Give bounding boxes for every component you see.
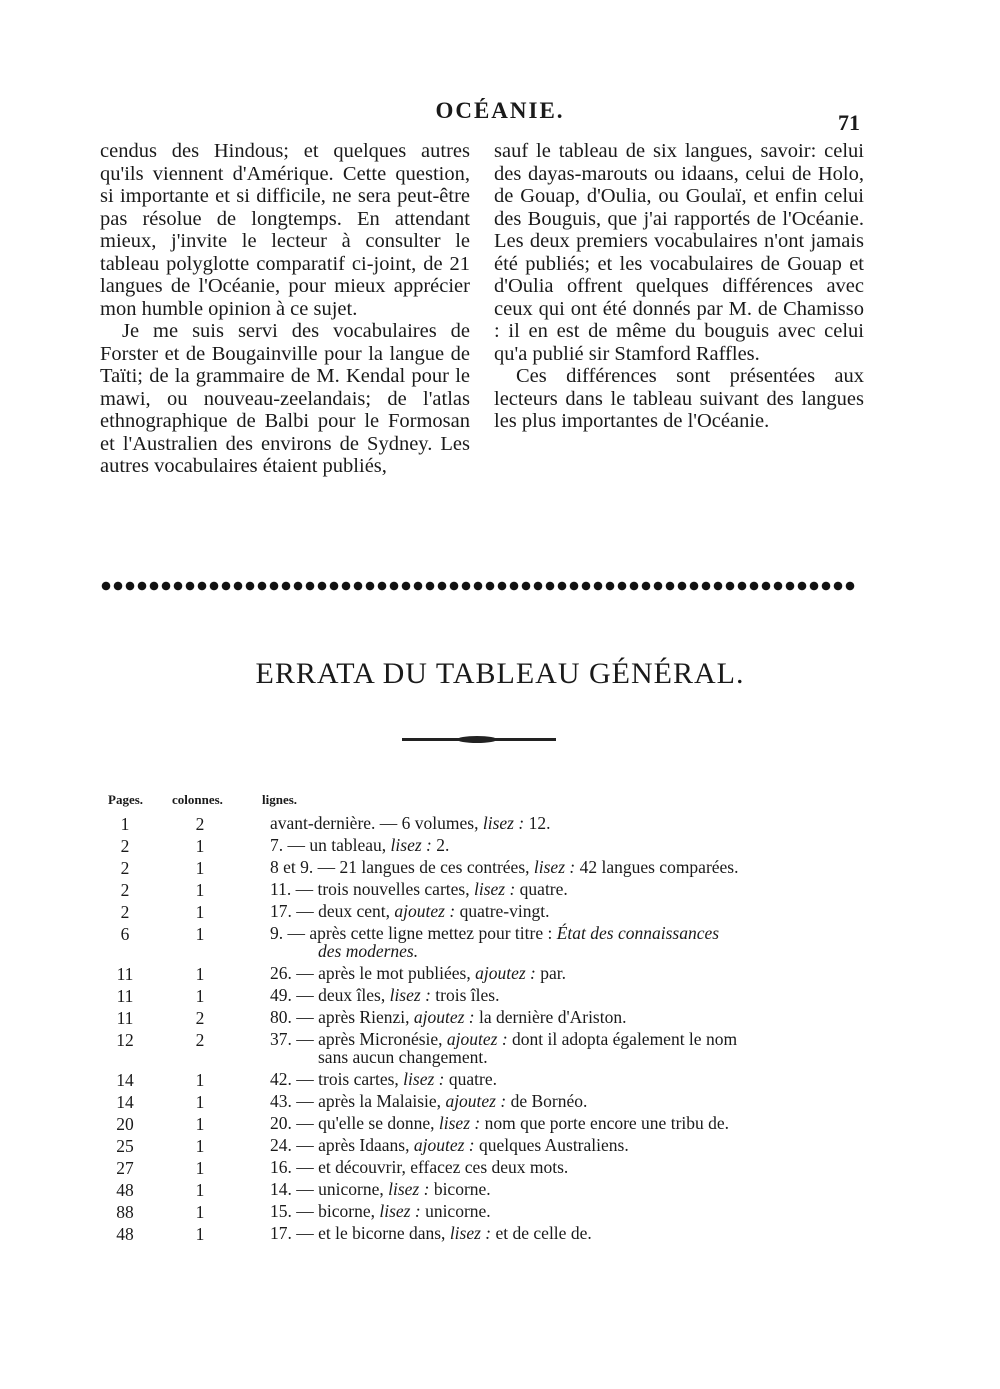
errata-correction xyxy=(270,1158,855,1176)
errata-column: 1 xyxy=(195,1202,205,1222)
errata-line: 15. xyxy=(270,1201,297,1221)
errata-replacement: État des connaissances xyxy=(556,923,720,943)
errata-row xyxy=(0,814,1000,836)
errata-column: 1 xyxy=(195,1224,205,1244)
errata-replacement: 42 langues comparées. xyxy=(579,857,739,877)
errata-column: 1 xyxy=(195,964,205,984)
errata-row xyxy=(0,836,1000,858)
errata-page: 88 xyxy=(116,1202,134,1222)
errata-original: — deux îles, xyxy=(296,985,390,1005)
errata-replacement: la dernière d'Ariston. xyxy=(479,1007,627,1027)
errata-line: 17. xyxy=(270,901,297,921)
errata-title: ERRATA DU TABLEAU GÉNÉRAL. xyxy=(255,657,745,690)
paragraph: cendus des Hindous; et quelques autres qu'ils viennent d'Amérique. Cette question, si importante et si difficile, ne sera peut-être pas résolue de longtemps. En attendant mieux, j'invite le lecteur à consulter le tableau polyglotte comparatif ci-joint, de 21 langues de l'Océanie, pour mieux apprécier mon humble opinion à ce sujet. xyxy=(100,140,470,320)
errata-row xyxy=(0,986,1000,1008)
errata-row xyxy=(0,1180,1000,1202)
errata-column: 2 xyxy=(195,1008,205,1028)
errata-correction xyxy=(270,814,855,832)
errata-page: 20 xyxy=(116,1114,134,1134)
errata-correction xyxy=(270,924,855,960)
errata-row xyxy=(0,1158,1000,1180)
errata-line: 7. xyxy=(270,835,288,855)
errata-column: 1 xyxy=(195,1136,205,1156)
errata-line: 42. xyxy=(270,1069,297,1089)
errata-line: avant-dernière. xyxy=(270,813,380,833)
paragraph: sauf le tableau de six langues, savoir: celui des dayas-marouts ou idaans, celui de Holo, de Gouap, d'Oulia, ou Goulaï, et enfin celui des Bouguis, que j'ai rapportés de l'Océanie. Les deux premiers vocabulaires n'ont jamais été publiés; et les vocabulaires de Gouap et d'Oulia offrent quelques différences avec ceux qui ont été donnés par M. de Chamisso : il en est de même du bouguis avec celui qu'a publié sir Stamford Raffles. xyxy=(494,140,864,365)
ornamental-divider xyxy=(100,580,855,592)
errata-replacement: de Bornéo. xyxy=(510,1091,588,1111)
errata-original: — et le bicorne dans, xyxy=(296,1223,450,1243)
errata-replacement: quelques Australiens. xyxy=(479,1135,629,1155)
errata-page: 2 xyxy=(120,902,130,922)
errata-correction xyxy=(270,1224,855,1242)
errata-line: 20. xyxy=(270,1113,297,1133)
errata-correction xyxy=(270,1092,855,1110)
errata-row xyxy=(0,1008,1000,1030)
errata-column: 1 xyxy=(195,902,205,922)
header-pages: Pages. xyxy=(108,792,144,807)
errata-original: — qu'elle se donne, xyxy=(296,1113,439,1133)
errata-instruction: ajoutez : xyxy=(413,1135,479,1155)
errata-line: 80. xyxy=(270,1007,297,1027)
errata-correction xyxy=(270,1136,855,1154)
errata-line: 14. xyxy=(270,1179,297,1199)
errata-replacement: par. xyxy=(540,963,567,983)
errata-row xyxy=(0,1224,1000,1246)
errata-column: 1 xyxy=(195,986,205,1006)
errata-row xyxy=(0,1030,1000,1070)
errata-line: 8 et 9. xyxy=(270,857,318,877)
errata-instruction: ajoutez : xyxy=(413,1007,479,1027)
paragraph: Ces différences sont présentées aux lecteurs dans le tableau suivant des langues les plus importantes de l'Océanie. xyxy=(494,365,864,432)
errata-page: 2 xyxy=(120,836,130,856)
errata-original: — 21 langues de ces contrées, xyxy=(317,857,534,877)
errata-correction xyxy=(270,1070,855,1088)
errata-replacement: quatre. xyxy=(519,879,568,899)
errata-replacement: trois îles. xyxy=(435,985,500,1005)
errata-page: 48 xyxy=(116,1180,134,1200)
errata-page: 14 xyxy=(116,1070,134,1090)
errata-line: 24. xyxy=(270,1135,297,1155)
errata-replacement: et de celle de. xyxy=(495,1223,592,1243)
errata-original: — trois nouvelles cartes, xyxy=(295,879,474,899)
errata-correction xyxy=(270,836,855,854)
errata-instruction: ajoutez : xyxy=(394,901,460,921)
left-column xyxy=(100,140,470,478)
errata-replacement: unicorne. xyxy=(425,1201,491,1221)
errata-column: 1 xyxy=(195,836,205,856)
errata-page: 27 xyxy=(116,1158,134,1178)
errata-column: 1 xyxy=(195,1070,205,1090)
errata-original: — après cette ligne mettez pour titre : xyxy=(287,923,557,943)
errata-line: 9. xyxy=(270,923,288,943)
errata-page: 2 xyxy=(120,858,130,878)
errata-original: — unicorne, xyxy=(296,1179,389,1199)
errata-original: — bicorne, xyxy=(296,1201,380,1221)
errata-page: 12 xyxy=(116,1030,134,1050)
errata-line: 49. xyxy=(270,985,297,1005)
errata-column: 1 xyxy=(195,880,205,900)
errata-correction xyxy=(270,858,855,876)
errata-column: 1 xyxy=(195,1158,205,1178)
right-column xyxy=(494,140,864,433)
errata-row xyxy=(0,1070,1000,1092)
errata-continuation: sans aucun changement. xyxy=(318,1047,488,1067)
errata-row xyxy=(0,924,1000,964)
errata-line: 16. xyxy=(270,1157,297,1177)
errata-instruction: lisez : xyxy=(390,835,437,855)
errata-row xyxy=(0,858,1000,880)
errata-row xyxy=(0,880,1000,902)
errata-replacement: bicorne. xyxy=(433,1179,491,1199)
paragraph: Je me suis servi des vocabulaires de Forster et de Bougainville pour la langue de Taïti; de la grammaire de M. Kendal pour le mawi, ou nouveau-zeelandais; de l'atlas ethnographique de Balbi pour le Formosan et l'Australien des environs de Sydney. Les autres vocabulaires étaient publiés, xyxy=(100,320,470,477)
errata-row xyxy=(0,1114,1000,1136)
errata-instruction: lisez : xyxy=(473,879,520,899)
errata-row xyxy=(0,964,1000,986)
errata-correction xyxy=(270,880,855,898)
errata-page: 14 xyxy=(116,1092,134,1112)
header-lignes: lignes. xyxy=(262,792,298,807)
errata-continuation: des modernes. xyxy=(318,941,419,961)
errata-replacement: dont il adopta également le nom xyxy=(512,1029,738,1049)
errata-column: 1 xyxy=(195,1114,205,1134)
errata-correction xyxy=(270,986,855,1004)
errata-line: 26. xyxy=(270,963,297,983)
errata-original: — deux cent, xyxy=(296,901,395,921)
errata-page: 6 xyxy=(120,924,130,944)
errata-line: 37. xyxy=(270,1029,297,1049)
errata-original: — après Idaans, xyxy=(296,1135,414,1155)
errata-column: 1 xyxy=(195,924,205,944)
errata-column: 2 xyxy=(195,1030,205,1050)
errata-original: — après Rienzi, xyxy=(296,1007,414,1027)
errata-instruction: lisez : xyxy=(388,1179,434,1199)
errata-correction xyxy=(270,1202,855,1220)
errata-instruction: lisez : xyxy=(449,1223,496,1243)
errata-original: — 6 volumes, xyxy=(379,813,483,833)
errata-table xyxy=(0,814,1000,1246)
errata-row xyxy=(0,902,1000,924)
errata-line: 17. xyxy=(270,1223,297,1243)
header-colonnes: colonnes. xyxy=(172,792,223,807)
errata-correction xyxy=(270,964,855,982)
errata-correction xyxy=(270,1114,855,1132)
errata-instruction: lisez : xyxy=(482,813,529,833)
errata-line: 43. xyxy=(270,1091,297,1111)
errata-row xyxy=(0,1202,1000,1224)
errata-replacement: quatre. xyxy=(448,1069,497,1089)
errata-instruction: lisez : xyxy=(533,857,580,877)
page-number: 71 xyxy=(838,110,860,135)
errata-page: 11 xyxy=(116,986,134,1006)
errata-column: 1 xyxy=(195,1092,205,1112)
errata-original: — après Micronésie, xyxy=(296,1029,447,1049)
errata-page: 25 xyxy=(116,1136,134,1156)
errata-page: 1 xyxy=(120,814,130,834)
errata-instruction: ajoutez : xyxy=(475,963,541,983)
errata-correction xyxy=(270,1008,855,1026)
errata-page: 2 xyxy=(120,880,130,900)
errata-column: 1 xyxy=(195,1180,205,1200)
errata-page: 11 xyxy=(116,964,134,984)
errata-page: 48 xyxy=(116,1224,134,1244)
errata-replacement: 12. xyxy=(528,813,551,833)
errata-original: — et découvrir, effacez ces deux mots. xyxy=(296,1157,569,1177)
running-head: OCÉANIE. xyxy=(435,98,565,123)
errata-row xyxy=(0,1136,1000,1158)
errata-original: — trois cartes, xyxy=(296,1069,404,1089)
errata-column: 2 xyxy=(195,814,205,834)
errata-instruction: ajoutez : xyxy=(446,1029,513,1049)
errata-original: — après la Malaisie, xyxy=(296,1091,446,1111)
errata-original: — après le mot publiées, xyxy=(296,963,476,983)
errata-correction xyxy=(270,1180,855,1198)
title-rule-ornament xyxy=(402,738,556,741)
errata-instruction: lisez : xyxy=(379,1201,426,1221)
errata-line: 11. xyxy=(270,879,296,899)
errata-correction xyxy=(270,902,855,920)
errata-replacement: quatre-vingt. xyxy=(459,901,550,921)
errata-instruction: lisez : xyxy=(403,1069,449,1089)
errata-instruction: lisez : xyxy=(389,985,436,1005)
errata-column: 1 xyxy=(195,858,205,878)
errata-instruction: lisez : xyxy=(438,1113,485,1133)
errata-page: 11 xyxy=(116,1008,134,1028)
errata-row xyxy=(0,1092,1000,1114)
errata-replacement: 2. xyxy=(436,835,450,855)
errata-original: — un tableau, xyxy=(287,835,391,855)
errata-replacement: nom que porte encore une tribu de. xyxy=(484,1113,730,1133)
errata-instruction: ajoutez : xyxy=(445,1091,511,1111)
errata-correction xyxy=(270,1030,855,1066)
